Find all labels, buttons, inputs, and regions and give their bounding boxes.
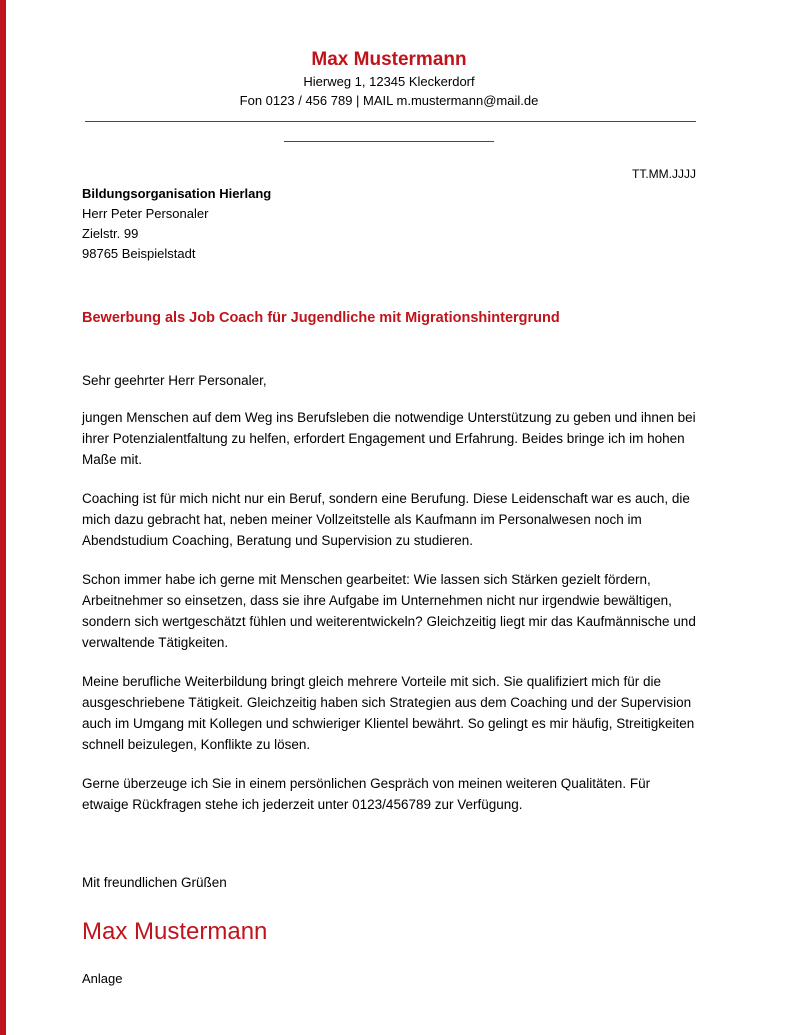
letterhead: [82, 48, 696, 110]
header-divider-short: [284, 141, 494, 142]
closing-phrase: Mit freundlichen Grüßen: [82, 875, 227, 890]
recipient-street: Zielstr. 99: [82, 226, 139, 241]
salutation: Sehr geehrter Herr Personaler,: [82, 373, 267, 388]
body-paragraph-3: Schon immer habe ich gerne mit Menschen gearbeitet: Wie lassen sich Stärken gezielt fördern, Arbeitnehmer so einsetzen, dass sie ihre Aufgabe im Unternehmen nicht nur irgendwie bewältigen, sondern sich wertgeschätzt fühlen und weiterentwickeln? Gleichzeitig liegt mir das Kaufmännische und verwaltende Tätigkeiten.: [82, 572, 696, 650]
body-paragraph-4: Meine berufliche Weiterbildung bringt gleich mehrere Vorteile mit sich. Sie qualifiziert mich für die ausgeschriebene Tätigkeit. Gleichzeitig haben sich Strategien aus dem Coaching und der Supervision auch im Umgang mit Kollegen und schwieriger Klientel bewährt. So gelingt es mir häufig, Streitigkeiten schnell beizulegen, Konflikte zu lösen.: [82, 674, 695, 752]
recipient-organization: Bildungsorganisation Hierlang: [82, 186, 272, 201]
body-paragraph-2: Coaching ist für mich nicht nur ein Beruf, sondern eine Berufung. Diese Leidenschaft war es auch, die mich dazu gebracht hat, neben meiner Vollzeitstelle als Kaufmann im Personalwesen noch im Abendstudium Coaching, Beratung und Supervision zu studieren.: [82, 491, 690, 548]
letter-body: [82, 370, 696, 833]
body-paragraph-5: Gerne überzeuge ich Sie in einem persönlichen Gespräch von meinen weiteren Qualitäten. Für etwaige Rückfragen stehe ich jederzeit unter 0123/456789 zur Verfügung.: [82, 776, 651, 812]
sender-name: Max Mustermann: [311, 49, 467, 70]
recipient-address: [82, 184, 271, 264]
recipient-person: Herr Peter Personaler: [82, 206, 209, 221]
sender-contact: Fon 0123 / 456 789 | MAIL m.mustermann@mail.de: [239, 93, 539, 108]
sender-address: Hierweg 1, 12345 Kleckerdorf: [303, 74, 475, 89]
letter-page: [82, 0, 696, 1035]
letter-date: TT.MM.JJJJ: [632, 167, 696, 181]
attachment-note: Anlage: [82, 971, 123, 986]
signature-name: Max Mustermann: [82, 918, 268, 945]
letter-subject: Bewerbung als Job Coach für Jugendliche mit Migrationshintergrund: [82, 310, 560, 326]
left-accent-bar: [0, 0, 6, 1035]
header-divider-long: [85, 121, 696, 122]
body-paragraph-1: jungen Menschen auf dem Weg ins Berufsleben die notwendige Unterstützung zu geben und ihnen bei ihrer Potenzialentfaltung zu helfen, erfordert Engagement und Erfahrung. Beides bringe ich im hohen Maße mit.: [82, 410, 696, 467]
recipient-city: 98765 Beispielstadt: [82, 246, 196, 261]
